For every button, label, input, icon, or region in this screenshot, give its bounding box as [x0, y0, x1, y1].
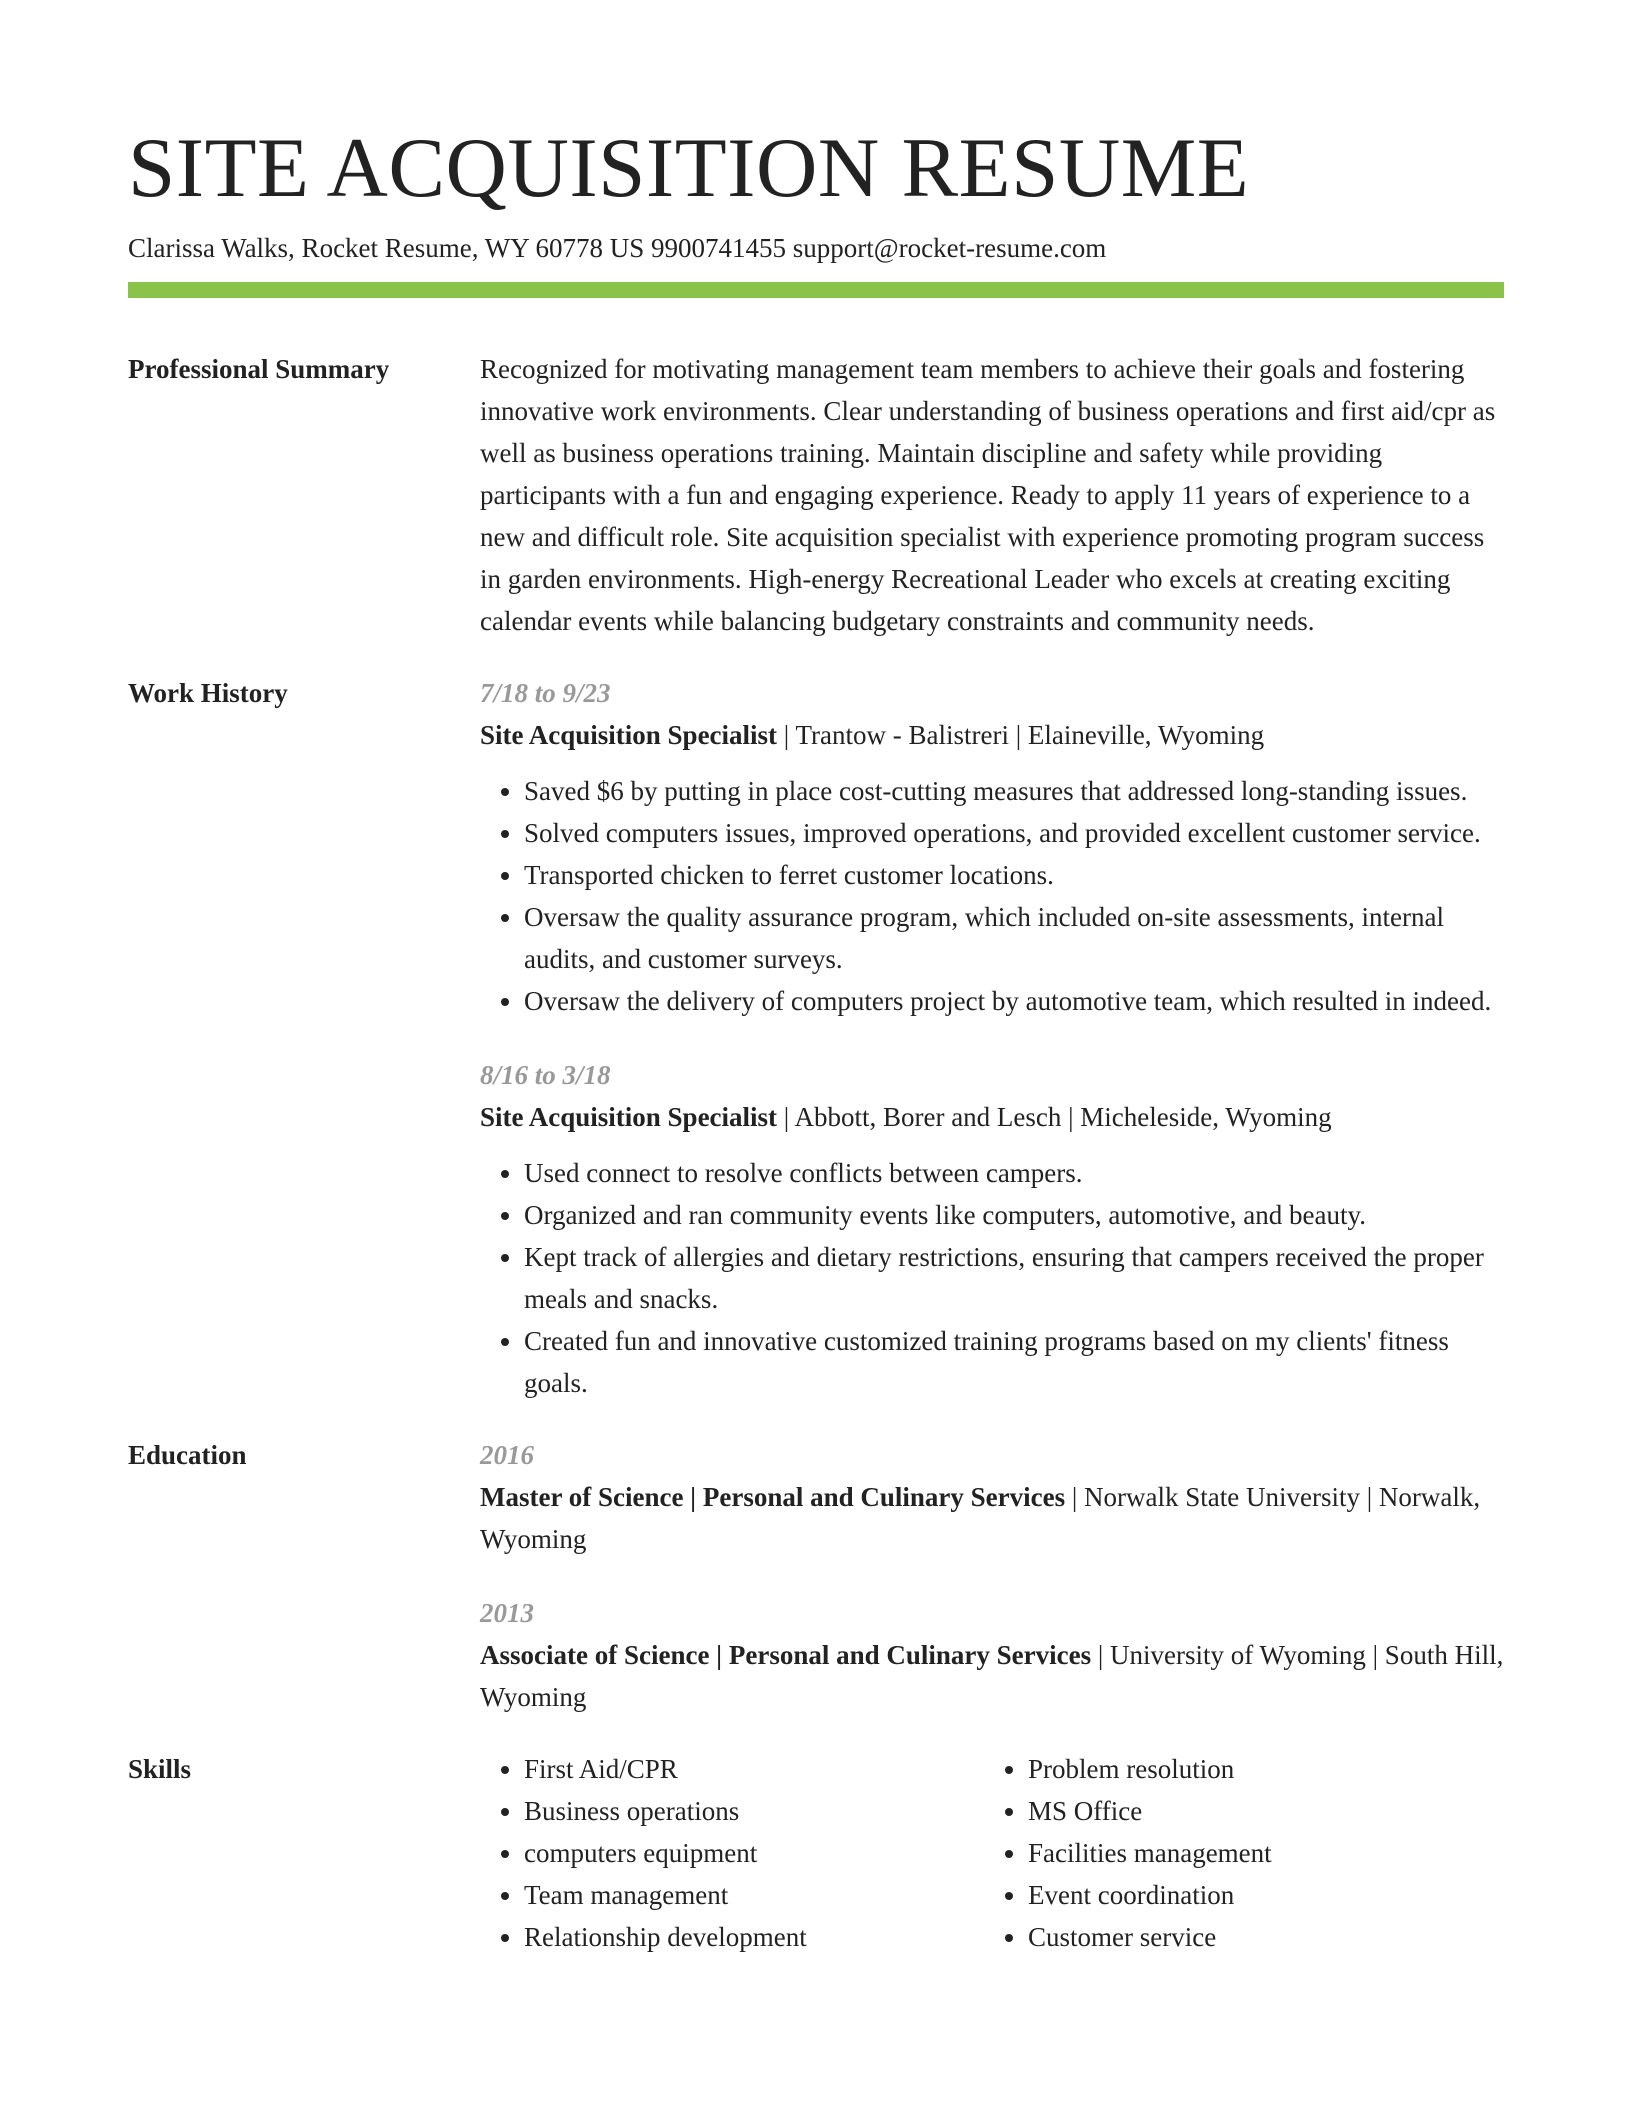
- skill-item: • Customer service: [1028, 1916, 1488, 1958]
- job-bullet: • Oversaw the quality assurance program, which included on-site assessments, internal audits, and customer surveys.: [524, 896, 1504, 980]
- education-entry: [480, 1434, 1504, 1560]
- education-entry: [480, 1592, 1504, 1718]
- job-title: Site Acquisition Specialist: [480, 1102, 778, 1132]
- job-bullet: • Transported chicken to ferret customer locations.: [524, 854, 1504, 896]
- skill-item: • MS Office: [1028, 1790, 1488, 1832]
- skill-item: • Team management: [524, 1874, 984, 1916]
- education-section: [128, 1434, 1504, 1718]
- summary-text: Recognized for motivating management team members to achieve their goals and fostering innovative work environments. Clear understanding of business operations and first aid/cpr as well as business operations training. Maintain discipline and safety while providing participants with a fun and engaging experience. Ready to apply 11 years of experience to a new and difficult role. Site acquisition specialist with experience promoting program success in garden environments. High-energy Recreational Leader who excels at creating exciting calendar events while balancing budgetary constraints and community needs.: [480, 354, 1496, 636]
- contact-line: Clarissa Walks, Rocket Resume, WY 60778 US 9900741455 support@rocket-resume.com: [128, 233, 1107, 263]
- education-details: | University of Wyoming | South Hill, Wyoming: [480, 1640, 1504, 1712]
- job-bullets: [480, 770, 1504, 1022]
- skills-body: [480, 1748, 1504, 1958]
- job-details: | Trantow - Balistreri | Elaineville, Wyoming: [777, 720, 1265, 750]
- job-bullet: • Saved $6 by putting in place cost-cutting measures that addressed long-standing issues.: [524, 770, 1504, 812]
- skills-heading: Skills: [128, 1754, 192, 1784]
- job-dates: 8/16 to 3/18: [480, 1060, 611, 1090]
- work-history-body: [480, 672, 1504, 1404]
- education-details: | Norwalk State University | Norwalk, Wyoming: [480, 1482, 1481, 1554]
- job-bullet: • Used connect to resolve conflicts between campers.: [524, 1152, 1504, 1194]
- education-degree: Master of Science | Personal and Culinary Services: [480, 1482, 1066, 1512]
- education-year: 2016: [480, 1440, 534, 1470]
- skills-section: [128, 1748, 1504, 1958]
- skills-grid: [480, 1748, 1504, 1958]
- work-history-section: [128, 672, 1504, 1404]
- job-bullets: [480, 1152, 1504, 1404]
- education-body: [480, 1434, 1504, 1718]
- skills-list-left: [480, 1748, 984, 1958]
- skill-item: • Event coordination: [1028, 1874, 1488, 1916]
- job-bullet: • Created fun and innovative customized training programs based on my clients' fitness goals.: [524, 1320, 1504, 1404]
- skill-item: • Facilities management: [1028, 1832, 1488, 1874]
- education-degree-line: [480, 1634, 1504, 1718]
- job-role-line: [480, 714, 1504, 756]
- education-degree-line: [480, 1476, 1504, 1560]
- job-entry: [480, 1054, 1504, 1404]
- skill-item: • computers equipment: [524, 1832, 984, 1874]
- job-details: | Abbott, Borer and Lesch | Micheleside, Wyoming: [777, 1102, 1332, 1132]
- summary-section: [128, 348, 1504, 642]
- skill-item: • Problem resolution: [1028, 1748, 1488, 1790]
- job-title: Site Acquisition Specialist: [480, 720, 778, 750]
- education-degree: Associate of Science | Personal and Culinary Services: [480, 1640, 1092, 1670]
- education-year: 2013: [480, 1598, 534, 1628]
- education-heading: Education: [128, 1440, 247, 1470]
- job-bullet: • Oversaw the delivery of computers project by automotive team, which resulted in indeed.: [524, 980, 1504, 1022]
- skill-item: • First Aid/CPR: [524, 1748, 984, 1790]
- job-role-line: [480, 1096, 1504, 1138]
- work-history-heading: Work History: [128, 678, 288, 708]
- summary-heading: Professional Summary: [128, 354, 390, 384]
- job-bullet: • Organized and ran community events like computers, automotive, and beauty.: [524, 1194, 1504, 1236]
- job-dates: 7/18 to 9/23: [480, 678, 611, 708]
- resume-title: SITE ACQUISITION RESUME: [128, 121, 1250, 215]
- job-bullet: • Kept track of allergies and dietary restrictions, ensuring that campers received the proper meals and snacks.: [524, 1236, 1504, 1320]
- accent-divider: [128, 282, 1504, 298]
- resume-page: [128, 118, 1504, 1958]
- skills-list-right: [984, 1748, 1488, 1958]
- skill-item: • Business operations: [524, 1790, 984, 1832]
- job-entry: [480, 672, 1504, 1022]
- skill-item: • Relationship development: [524, 1916, 984, 1958]
- job-bullet: • Solved computers issues, improved operations, and provided excellent customer service.: [524, 812, 1504, 854]
